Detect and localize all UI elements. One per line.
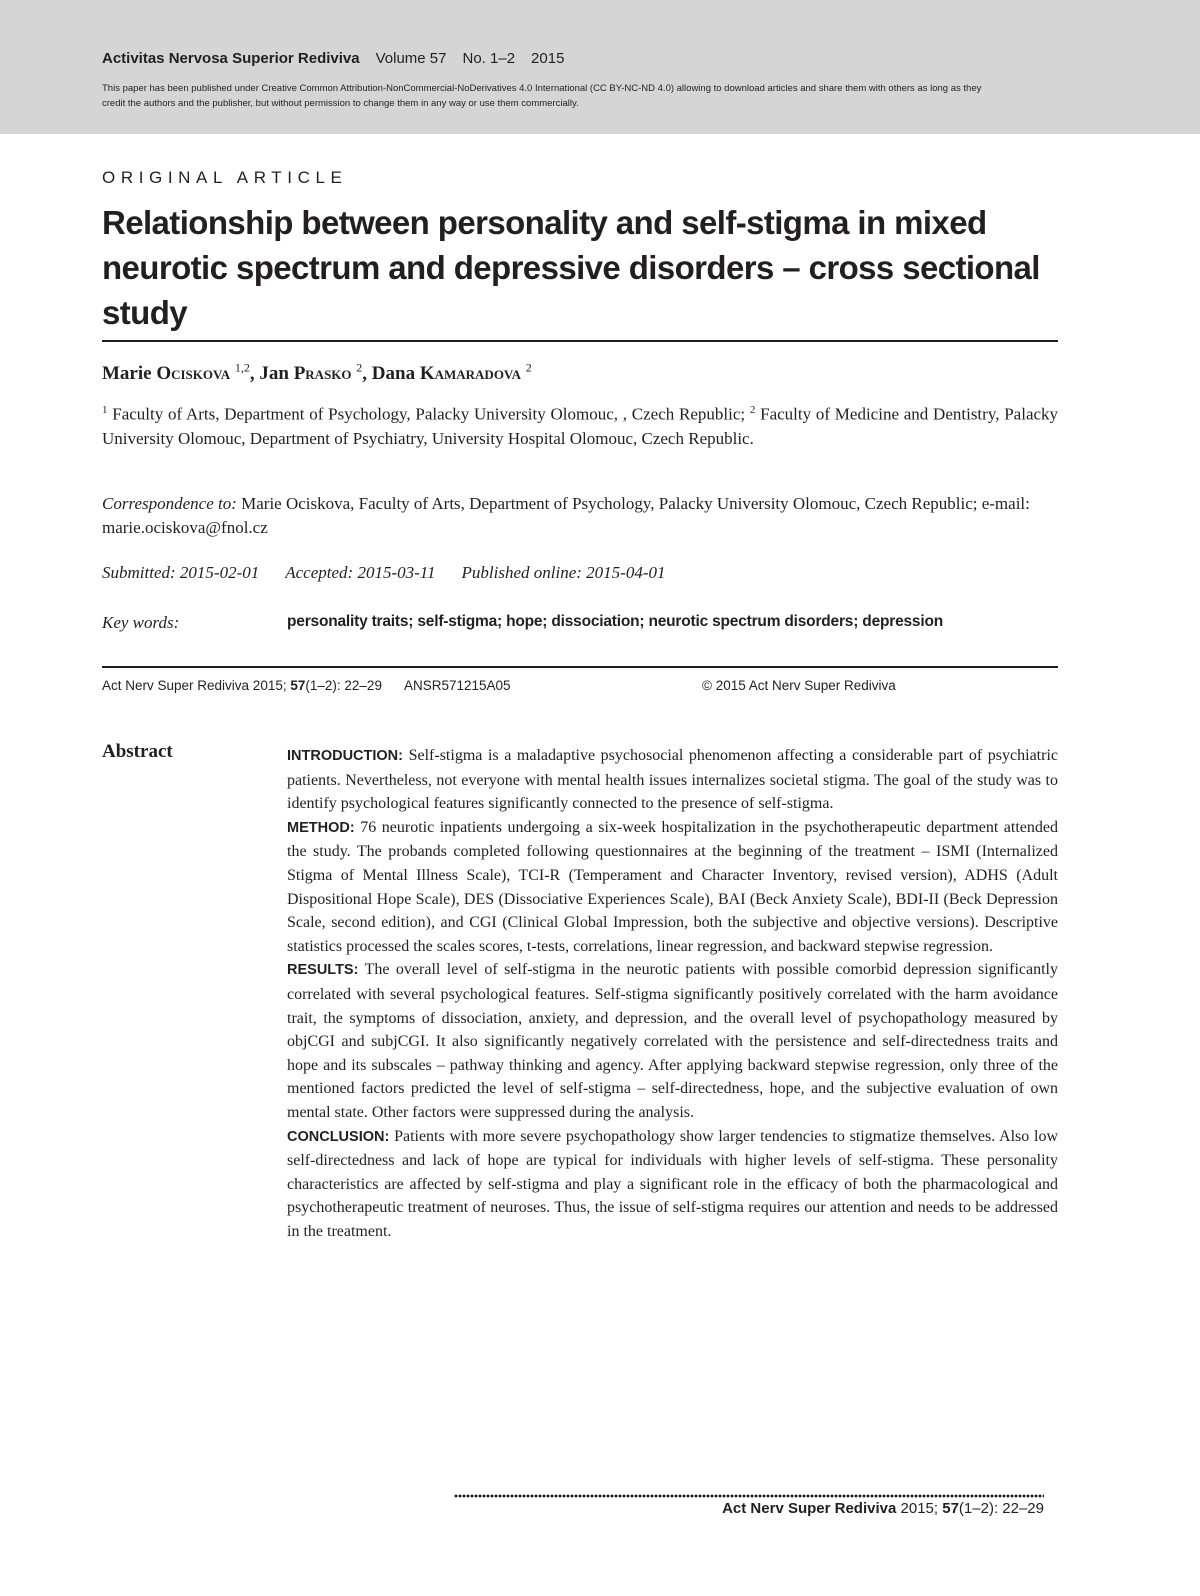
abstract-section-label: INTRODUCTION: (287, 748, 403, 764)
date-value: 2015-02-01 (179, 563, 260, 582)
correspondence-text: Marie Ociskova, Faculty of Arts, Department of Psychology, Palacky University Olomouc, Czech Republic; e-mail: marie.ociskova@fnol.cz (102, 494, 1030, 537)
author-3 (372, 363, 532, 384)
article-type: ORIGINAL ARTICLE (102, 168, 348, 187)
correspondence-label: Correspondence to: (102, 494, 237, 513)
author-list: Marie Ociskova $^{1,2}$, Jan Prasko $^2$, Dana Kamaradova $^2$ (102, 361, 532, 385)
affiliation-mark: 2 (749, 404, 756, 416)
date-label: Accepted: (285, 563, 354, 582)
footer-pages: (1–2): 22–29 (958, 1500, 1044, 1517)
affiliation-text: Faculty of Medicine and Dentistry, Palacky University Olomouc, Department of Psychiatry, University Hospital Olomouc, Czech Republic. (102, 404, 1059, 448)
affiliation-mark: 1 (102, 404, 108, 416)
journal-name: Activitas Nervosa Superior Rediviva (102, 50, 360, 67)
keywords-list: personality traits; self-stigma; hope; dissociation; neurotic spectrum disorders; depression (287, 613, 943, 630)
license-notice: This paper has been published under Creative Common Attribution-NonCommercial-NoDerivatives 4.0 International (CC BY-NC-ND 4.0) allowing to download articles and share them with others as long as they credit the authors and the publisher, but without permission to change them in any way or use them commercially. (102, 83, 982, 109)
affiliation-text: Faculty of Arts, Department of Psychology, Palacky University Olomouc, , Czech Republic; (112, 404, 746, 424)
date-label: Submitted: (102, 563, 176, 582)
abstract-body (287, 744, 1058, 1243)
author-surname: Prasko (293, 363, 352, 385)
abstract-section-text: The overall level of self-stigma in the neurotic patients with possible comorbid depression significantly correlated with several psychological features. Self-stigma significantly positively correlated with the harm avoidance trait, the symptoms of dissociation, anxiety, and depression, and the overall level of psychopathology measured by objCGI and subjCGI. It also significantly negatively correlated with the persistence and self-directedness traits and hope and its subscales – pathway thinking and agency. After applying backward stepwise regression, only three of the mentioned factors predicted the level of self-stigma – self-directedness, hope, and the subjective evaluation of own mental state. Other factors were suppressed during the analysis. (287, 961, 1058, 1121)
author-affiliation-mark: 2 (525, 361, 532, 375)
author-given-name: Jan (259, 363, 289, 385)
abstract-section-text: 76 neurotic inpatients undergoing a six-week hospitalization in the psychotherapeutic department attended the study. The probands completed following questionnaires at the beginning of the treatment – ISMI (Internalized Stigma of Mental Illness Scale), TCI-R (Temperament and Character Inventory, revised version), ADHS (Adult Dispositional Hope Scale), DES (Dissociative Experiences Scale), BAI (Beck Anxiety Scale), BDI-II (Beck Depression Scale, second edition), and CGI (Clinical Global Impression, both the subjective and objective versions). Descriptive statistics processed the scales scores, t-tests, correlations, linear regression, and backward stepwise regression. (287, 818, 1058, 955)
citation-line (102, 678, 511, 693)
abstract-section-label: CONCLUSION: (287, 1128, 390, 1145)
footer-dotted-rule (454, 1494, 1044, 1498)
journal-volume: Volume 57 (375, 50, 447, 67)
footer-volume: 57 (942, 1500, 959, 1517)
keywords-label: Key words: (102, 613, 180, 632)
journal-issue: No. 1–2 (462, 50, 516, 67)
author-affiliation-mark: 1,2 (234, 361, 250, 375)
abstract-section-text: Self-stigma is a maladaptive psychosocial phenomenon affecting a considerable part of psychiatric patients. Nevertheless, not everyone with mental health issues internalizes societal stigma. The goal of the study was to identify psychological features significantly connected to the presence of self-stigma. (287, 747, 1059, 813)
abstract-results (287, 958, 1058, 1124)
date-accepted (285, 563, 435, 582)
citation-prefix: Act Nerv Super Rediviva 2015; (102, 678, 287, 693)
author-affiliation-mark: 2 (356, 361, 363, 375)
date-published (462, 563, 666, 582)
abstract-section-label: RESULTS: (287, 962, 359, 979)
journal-year: 2015 (531, 50, 565, 67)
date-value: 2015-03-11 (357, 563, 436, 582)
abstract-introduction (287, 744, 1058, 816)
citation-pages: (1–2): 22–29 (305, 678, 382, 693)
copyright-notice: © 2015 Act Nerv Super Rediviva (702, 678, 896, 693)
journal-header-band (0, 0, 1200, 134)
abstract-method (287, 816, 1058, 959)
author-surname: Ociskova (156, 363, 231, 385)
abstract-conclusion (287, 1125, 1058, 1244)
author-given-name: Marie (102, 363, 152, 385)
author-given-name: Dana (371, 363, 416, 385)
author-surname: Kamaradova (419, 363, 522, 385)
date-value: 2015-04-01 (586, 563, 666, 582)
journal-info-line (102, 50, 564, 67)
abstract-section-text: Patients with more severe psychopathology show larger tendencies to stigmatize themselves. Also low self-directedness and lack of hope are typical for individuals with higher levels of self-stigma. These personality characteristics are affected by self-stigma and play a significant role in the efficacy of both the pharmacological and psychotherapeutic treatment of neuroses. Thus, the issue of self-stigma requires our attention and needs to be addressed in the treatment. (287, 1127, 1059, 1240)
footer-citation (722, 1500, 1044, 1517)
abstract-section-label: METHOD: (287, 819, 355, 836)
abstract-heading: Abstract (102, 741, 173, 762)
date-label: Published online: (461, 563, 582, 582)
title-divider (102, 340, 1058, 342)
correspondence (102, 492, 1058, 540)
author-1 (102, 363, 250, 384)
article-id: ANSR571215A05 (403, 678, 511, 693)
keywords-divider (102, 666, 1058, 668)
citation-volume: 57 (290, 678, 306, 693)
date-submitted (102, 563, 259, 582)
article-title: Relationship between personality and self-stigma in mixed neurotic spectrum and depressive disorders – cross sectional study (102, 204, 1040, 331)
footer-year: 2015; (900, 1500, 939, 1517)
affiliations (102, 398, 1058, 451)
author-2 (259, 363, 362, 384)
article-dates (102, 563, 691, 583)
footer-journal: Act Nerv Super Rediviva (722, 1500, 897, 1517)
